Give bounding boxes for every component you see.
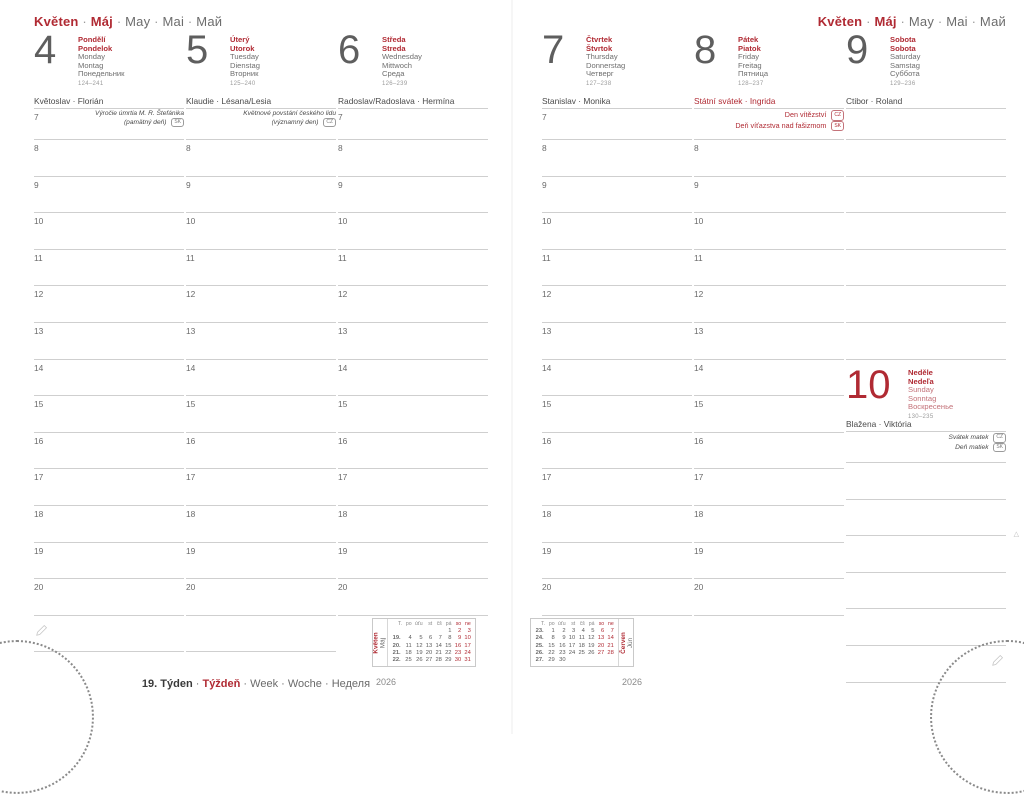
hour-row[interactable]: 12 (338, 286, 488, 323)
hour-row[interactable]: 13 (694, 323, 844, 360)
hour-row[interactable]: 20 (34, 579, 184, 616)
day-number: 10 (846, 363, 891, 407)
hour-row[interactable]: 8 (338, 140, 488, 177)
month-name-ru: Май (979, 14, 1006, 29)
pencil-icon (36, 624, 48, 636)
hour-grid[interactable] (338, 109, 488, 616)
day-number: 5 (186, 28, 209, 72)
hour-row[interactable] (846, 536, 1006, 573)
hour-row[interactable]: 8 (694, 140, 844, 177)
day-column-10[interactable] (846, 363, 1006, 683)
day-of-year: 125–240 (230, 80, 256, 87)
hour-row[interactable]: 7 Výročie úmrtia M. R. Štefánika (pamätný deň) SK (34, 109, 184, 140)
event-note: Výročie úmrtia M. R. Štefánika (pamätný deň) SK (94, 110, 184, 126)
hour-row[interactable]: 17 (34, 469, 184, 506)
month-name-de: Mai (946, 14, 968, 29)
page-fold-mark: △ (1013, 531, 1019, 538)
hour-row[interactable]: 13 (338, 323, 488, 360)
day-of-year: 124–241 (78, 80, 104, 87)
mini-week-row: 26. 22 23 24 25 26 27 28 (535, 649, 614, 656)
hour-row[interactable]: 7 (338, 109, 488, 140)
day-column-4[interactable] (34, 28, 184, 652)
hour-row[interactable]: 17 (186, 469, 336, 506)
weekday-names: Středa Streda Wednesday Mittwoch Среда 126–239 (382, 35, 422, 87)
year-label-left: 2026 (376, 677, 397, 687)
hour-row[interactable]: 19 (338, 543, 488, 580)
hour-row[interactable]: 14 (542, 360, 692, 397)
hour-grid[interactable] (846, 109, 1006, 359)
hour-row[interactable]: 11 (34, 250, 184, 287)
hour-row[interactable]: 16 (34, 433, 184, 470)
hour-row[interactable]: 20 (694, 579, 844, 616)
hour-row[interactable]: 11 (694, 250, 844, 287)
hour-row[interactable]: 15 (694, 396, 844, 433)
event-note: Svátek matek CZ Deň matiek SK (949, 433, 1006, 452)
day-of-year: 129–236 (890, 80, 916, 87)
hour-row[interactable]: 13 (542, 323, 692, 360)
hour-row[interactable]: 14 (186, 360, 336, 397)
month-name-en: May (908, 14, 935, 29)
notes-row[interactable] (186, 616, 336, 653)
day-column-5[interactable] (186, 28, 336, 652)
hour-row[interactable] (846, 213, 1006, 250)
day-number: 9 (846, 28, 869, 72)
day-header (34, 28, 184, 96)
month-name-sk: Máj (90, 14, 113, 29)
day-header (186, 28, 336, 96)
right-page (512, 0, 1024, 734)
month-header-right: Květen · Máj · May · Mai · Май (817, 14, 1006, 29)
nameday-label: Květoslav · Florián (34, 96, 184, 109)
month-name-en: May (125, 14, 151, 29)
hour-row[interactable]: 19 (186, 543, 336, 580)
mini-calendar-month-label: Červen Jún (618, 619, 633, 666)
hour-row[interactable] (846, 109, 1006, 140)
hour-row[interactable]: 14 (338, 360, 488, 397)
mini-calendar-june[interactable] (530, 618, 634, 667)
hour-row[interactable]: 10 (694, 213, 844, 250)
hour-row[interactable]: 9 (34, 177, 184, 214)
mini-week-row: 24. 8 9 10 11 12 13 14 (535, 635, 614, 642)
hour-row[interactable]: 17 (338, 469, 488, 506)
day-column-6[interactable] (338, 28, 488, 616)
weekday-names: Čtvrtek Štvrtok Thursday Donnerstag Четверг 127–238 (586, 35, 626, 87)
hour-row[interactable]: 16 (694, 433, 844, 470)
day-of-year: 126–239 (382, 80, 408, 87)
week-footer: 19. Týden · Týždeň · Week · Woche · Неделя (141, 678, 371, 690)
hour-row[interactable]: 8 (542, 140, 692, 177)
hour-row[interactable]: 19 (542, 543, 692, 580)
hour-row[interactable] (846, 286, 1006, 323)
hour-row[interactable] (846, 177, 1006, 214)
hour-row[interactable]: 13 (186, 323, 336, 360)
hour-row[interactable]: 9 (542, 177, 692, 214)
hour-row[interactable] (694, 109, 844, 140)
day-number: 8 (694, 28, 717, 72)
day-header (846, 363, 1006, 420)
day-header (338, 28, 488, 96)
hour-row[interactable] (846, 250, 1006, 287)
hour-row[interactable] (846, 323, 1006, 360)
month-name-ru: Май (196, 14, 223, 29)
hour-row[interactable] (846, 573, 1006, 610)
nameday-label: Státní svátek · Ingrida (694, 96, 844, 109)
hour-row[interactable]: 7 (542, 109, 692, 140)
weekday-names: Neděle Nedeľa Sunday Sonntag Воскресенье 130–235 (908, 368, 954, 420)
hour-row[interactable]: 12 (694, 286, 844, 323)
day-column-8[interactable] (694, 28, 844, 616)
hour-row[interactable]: 14 (694, 360, 844, 397)
mini-week-row: 20. 11 12 13 14 15 16 17 (392, 642, 471, 649)
hour-row[interactable]: 11 (542, 250, 692, 287)
mini-calendar-table: T. po úťu st čš pá so ne 23. 1 2 3 4 5 6 7 24. 8 9 10 11 12 13 14 25. 15 16 17 18 19 20 21 26. 22 23 24 25 26 27 28 27. 29 30 (535, 621, 614, 664)
hour-row[interactable]: 9 (694, 177, 844, 214)
year-label-right: 2026 (622, 677, 643, 687)
weekday-names: Úterý Utorok Tuesday Dienstag Вторник 125–240 (230, 35, 260, 87)
hour-row[interactable]: 18 (34, 506, 184, 543)
hour-row[interactable]: 15 (186, 396, 336, 433)
hour-row[interactable]: 12 (542, 286, 692, 323)
hour-row[interactable]: 8 (34, 140, 184, 177)
day-number: 4 (34, 28, 57, 72)
month-name-cz: Květen (34, 14, 79, 29)
hour-row[interactable]: 16 (338, 433, 488, 470)
mini-calendar-may[interactable] (372, 618, 476, 667)
day-column-9-10[interactable] (846, 28, 1006, 683)
hour-row[interactable]: 18 (186, 506, 336, 543)
weekday-names: Pátek Piatok Friday Freitag Пятница 128–237 (738, 35, 769, 87)
hour-row[interactable]: 13 (34, 323, 184, 360)
hour-row[interactable]: 10 (186, 213, 336, 250)
hour-row[interactable]: 18 (694, 506, 844, 543)
hour-row[interactable] (846, 609, 1006, 646)
hour-row[interactable]: 11 (186, 250, 336, 287)
hour-grid[interactable] (186, 109, 336, 652)
left-page (0, 0, 512, 734)
month-name-de: Mai (162, 14, 185, 29)
nameday-label: Ctibor · Roland (846, 96, 1006, 109)
hour-row[interactable]: 12 (186, 286, 336, 323)
hour-row[interactable]: 9 (338, 177, 488, 214)
day-number: 6 (338, 28, 361, 72)
month-name-sk: Máj (874, 14, 897, 29)
hour-row[interactable]: 15 (542, 396, 692, 433)
hour-row[interactable]: 18 (338, 506, 488, 543)
hour-row[interactable]: 16 (186, 433, 336, 470)
day-of-year: 130–235 (908, 413, 934, 420)
mini-week-row: 21. 18 19 20 21 22 23 24 (392, 649, 471, 656)
day-header (542, 28, 692, 96)
day-number: 7 (542, 28, 565, 72)
weekday-names: Sobota Sobota Saturday Samstag Суббота 129–236 (890, 35, 921, 87)
hour-row[interactable]: 12 (34, 286, 184, 323)
day-of-year: 128–237 (738, 80, 764, 87)
event-note: Květnové povstání českého lidu (významný den) CZ (243, 110, 336, 126)
hour-row[interactable]: 18 (542, 506, 692, 543)
mini-week-row: 23. 1 2 3 4 5 6 7 (535, 628, 614, 635)
hour-grid[interactable] (542, 109, 692, 616)
day-header (694, 28, 844, 96)
hour-row[interactable]: 14 (34, 360, 184, 397)
nameday-label: Radoslav/Radoslava · Hermína (338, 96, 488, 109)
hour-row[interactable]: 17 (694, 469, 844, 506)
hour-row[interactable]: 16 (542, 433, 692, 470)
day-of-year: 127–238 (586, 80, 612, 87)
day-header (846, 28, 1006, 96)
mini-week-row: 27. 29 30 (535, 657, 566, 664)
hour-row[interactable] (846, 432, 1006, 463)
weekday-names: Pondělí Pondelok Monday Montag Понедельник 124–241 (78, 35, 125, 87)
hour-row[interactable]: 20 (186, 579, 336, 616)
hour-row[interactable] (846, 500, 1006, 537)
hour-row[interactable]: 15 (34, 396, 184, 433)
hour-row[interactable]: 19 (34, 543, 184, 580)
day-column-7[interactable] (542, 28, 692, 616)
mini-week-row: 1 2 3 (448, 628, 471, 635)
hour-row[interactable] (186, 109, 336, 140)
book-spine (511, 0, 513, 734)
mini-week-row: 25. 15 16 17 18 19 20 21 (535, 642, 614, 649)
hour-row[interactable]: 17 (542, 469, 692, 506)
hour-row[interactable]: 10 (34, 213, 184, 250)
mini-week-row: 22. 25 26 27 28 29 30 31 (392, 657, 471, 664)
hour-grid[interactable] (694, 109, 844, 616)
hour-row[interactable]: 20 (338, 579, 488, 616)
hour-row[interactable] (846, 463, 1006, 500)
hour-row[interactable]: 8 (186, 140, 336, 177)
nameday-label: Stanislav · Monika (542, 96, 692, 109)
month-header-left: Květen · Máj · May · Mai · Май (34, 14, 223, 29)
hour-row[interactable]: 20 (542, 579, 692, 616)
nameday-label: Klaudie · Lésana/Lesia (186, 96, 336, 109)
hour-row[interactable]: 11 (338, 250, 488, 287)
mini-week-row: 19. 4 5 6 7 8 9 10 (392, 635, 471, 642)
hour-row[interactable]: 9 (186, 177, 336, 214)
holiday-note: Den vítězství CZ Deň víťazstva nad fašizmom SK (735, 110, 844, 131)
mini-calendar-table: T. po úťu st čš pá so ne 1 2 3 19. 4 5 6 7 8 9 10 20. 11 12 13 14 15 16 17 21. 18 19 20 21 22 23 24 22. 25 26 27 28 29 30 31 (392, 621, 471, 664)
hour-row[interactable]: 19 (694, 543, 844, 580)
month-name-cz: Květen (817, 14, 863, 29)
hour-row[interactable]: 15 (338, 396, 488, 433)
mini-calendar-month-label: Květen Máj (373, 619, 388, 666)
nameday-label: Blažena · Viktória (846, 419, 1006, 432)
notes-row[interactable] (34, 616, 184, 653)
hour-row[interactable] (846, 140, 1006, 177)
hour-row[interactable]: 10 (338, 213, 488, 250)
hour-grid[interactable] (34, 109, 184, 652)
hour-row[interactable]: 10 (542, 213, 692, 250)
